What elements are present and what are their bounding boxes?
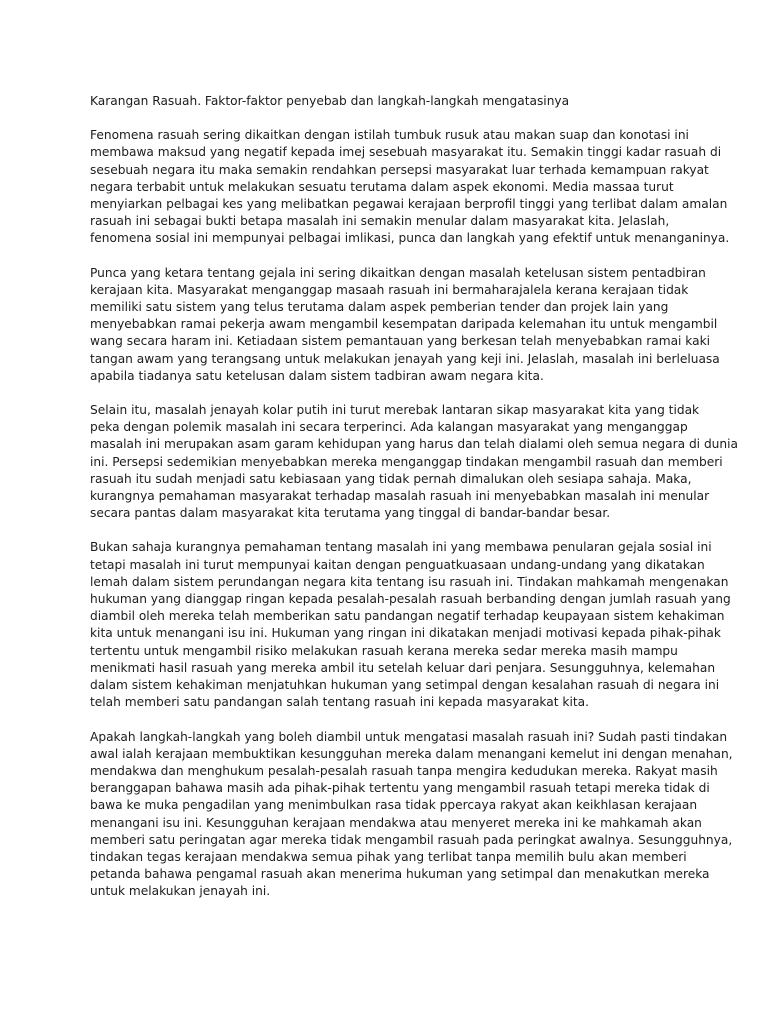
paragraph-line: ini. Persepsi sedemikian menyebabkan mereka menganggap tindakan mengambil rasuah dan memberi <box>90 454 723 469</box>
paragraph-line: fenomena sosial ini mempunyai pelbagai imlikasi, punca dan langkah yang efektif untuk menanganinya. <box>90 231 730 246</box>
paragraph-line: tindakan tegas kerajaan mendakwa semua pihak yang terlibat tanpa memilih bulu akan memberi <box>90 849 687 864</box>
paragraph-line: Punca yang ketara tentang gejala ini sering dikaitkan dengan masalah ketelusan sistem pentadbiran <box>90 265 706 280</box>
paragraph-line: membawa maksud yang negatif kepada imej sesebuah masyarakat itu. Semakin tinggi kadar rasuah di <box>90 145 722 160</box>
paragraph-line: Fenomena rasuah sering dikaitkan dengan istilah tumbuk rusuk atau makan suap dan konotasi ini <box>90 128 689 143</box>
paragraph-line: dalam sistem kehakiman menjatuhkan hukuman yang setimpal dengan kesalahan rasuah di negara ini <box>90 678 720 693</box>
paragraph-line: memiliki satu sistem yang telus terutama dalam aspek pemberian tender dan projek lain yang <box>90 300 669 315</box>
paragraph-line: apabila tiadanya satu ketelusan dalam sistem tadbiran awam negara kita. <box>90 368 544 383</box>
paragraph-line: kurangnya pemahaman masyarakat terhadap masalah rasuah ini menyebabkan masalah ini menular <box>90 489 710 504</box>
paragraph-line: rasuah ini sebagai bukti betapa masalah ini semakin menular dalam masyarakat kita. Jelaslah, <box>90 214 670 229</box>
paragraph-line: tetapi masalah ini turut mempunyai kaitan dengan penguatkuasaan undang-undang yang dikatakan <box>90 557 705 572</box>
document-title: Karangan Rasuah. Faktor-faktor penyebab dan langkah-langkah mengatasinya <box>90 94 570 108</box>
paragraph-line: Selain itu, masalah jenayah kolar putih ini turut merebak lantaran sikap masyarakat kita yang tidak <box>90 403 700 418</box>
paragraph <box>90 539 731 711</box>
paragraph-line: menyebabkan ramai pekerja awam mengambil kesempatan daripada kelemahan itu untuk mengambil <box>90 317 718 332</box>
paragraph-line: menyiarkan pelbagai kes yang melibatkan pegawai kerajaan berprofil tinggi yang terlibat dalam amalan <box>90 197 728 212</box>
paragraph-line: awal ialah kerajaan membuktikan kesungguhan mereka dalam menangani kemelut ini dengan menahan, <box>90 746 733 761</box>
paragraph-line: mendakwa dan menghukum pesalah-pesalah rasuah tanpa mengira kedudukan mereka. Rakyat masih <box>90 763 718 778</box>
paragraph-line: Bukan sahaja kurangnya pemahaman tentang masalah ini yang membawa penularan gejala sosial ini <box>90 540 712 555</box>
paragraph-line: menangani isu ini. Kesungguhan kerajaan mendakwa atau menyeret mereka ini ke mahkamah akan <box>90 815 702 830</box>
paragraph-line: Apakah langkah-langkah yang boleh diambil untuk mengatasi masalah rasuah ini? Sudah pasti tindakan <box>90 729 728 744</box>
paragraph-line: untuk melakukan jenayah ini. <box>90 884 271 899</box>
paragraph-line: sesebuah negara itu maka semakin rendahkan persepsi masyarakat luar terhada kemampuan rakyat <box>90 162 709 177</box>
paragraph <box>90 729 733 901</box>
paragraph-line: menikmati hasil rasuah yang mereka ambil itu setelah keluar dari penjara. Sesungguhnya, kelemahan <box>90 660 716 675</box>
paragraph <box>90 265 720 385</box>
paragraph-line: kerajaan kita. Masyarakat menganggap masaah rasuah ini bermaharajalela kerana kerajaan tidak <box>90 282 689 297</box>
paragraph-line: diambil oleh mereka telah memberikan satu pandangan negatif terhadap keupayaan sistem kehakiman <box>90 609 725 624</box>
paragraph-line: peka dengan polemik masalah ini secara terperinci. Ada kalangan masyarakat yang menganggap <box>90 420 688 435</box>
paragraph-line: memberi satu peringatan agar mereka tidak mengambil rasuah pada peringkat awalnya. Sesungguhnya, <box>90 832 733 847</box>
paragraph <box>90 127 730 247</box>
paragraph <box>90 402 738 522</box>
paragraph-container <box>90 127 738 900</box>
paragraph-line: kita untuk menangani isu ini. Hukuman yang ringan ini dikatakan menjadi motivasi kepada pihak-pihak <box>90 626 721 641</box>
paragraph-line: bawa ke muka pengadilan yang menimbulkan rasa tidak ppercaya rakyat akan keikhlasan kerajaan <box>90 798 698 813</box>
paragraph-line: rasuah itu sudah menjadi satu kebiasaan yang tidak pernah dimalukan oleh sesiapa sahaja. Maka, <box>90 471 692 486</box>
paragraph-line: hukuman yang dianggap ringan kepada pesalah-pesalah rasuah berbanding dengan jumlah rasuah yang <box>90 592 731 607</box>
paragraph-line: beranggapan bahawa masih ada pihak-pihak tertentu yang mengambil rasuah tetapi mereka tidak di <box>90 781 710 796</box>
paragraph-line: wang secara haram ini. Ketiadaan sistem pemantauan yang berkesan telah menyebabkan ramai kaki <box>90 334 711 349</box>
paragraph-line: lemah dalam sistem perundangan negara kita tentang isu rasuah ini. Tindakan mahkamah mengenakan <box>90 574 729 589</box>
paragraph-line: tertentu untuk mengambil risiko melakukan rasuah kerana mereka sedar mereka masih mampu <box>90 643 678 658</box>
document-body <box>90 93 738 918</box>
paragraph-line: negara terbabit untuk melakukan sesuatu terutama dalam aspek ekonomi. Media massaa turut <box>90 179 674 194</box>
paragraph-line: masalah ini merupakan asam garam kehidupan yang harus dan telah dialami oleh semua negara di dunia <box>90 437 738 452</box>
paragraph-line: petanda bahawa pengamal rasuah akan menerima hukuman yang setimpal dan menakutkan mereka <box>90 867 710 882</box>
paragraph-line: secara pantas dalam masyarakat kita terutama yang tinggal di bandar-bandar besar. <box>90 506 611 521</box>
paragraph-line: tangan awam yang terangsang untuk melakukan jenayah yang keji ini. Jelaslah, masalah ini berleluasa <box>90 351 720 366</box>
paragraph-line: telah memberi satu pandangan salah tentang rasuah ini kepada masyarakat kita. <box>90 695 589 710</box>
